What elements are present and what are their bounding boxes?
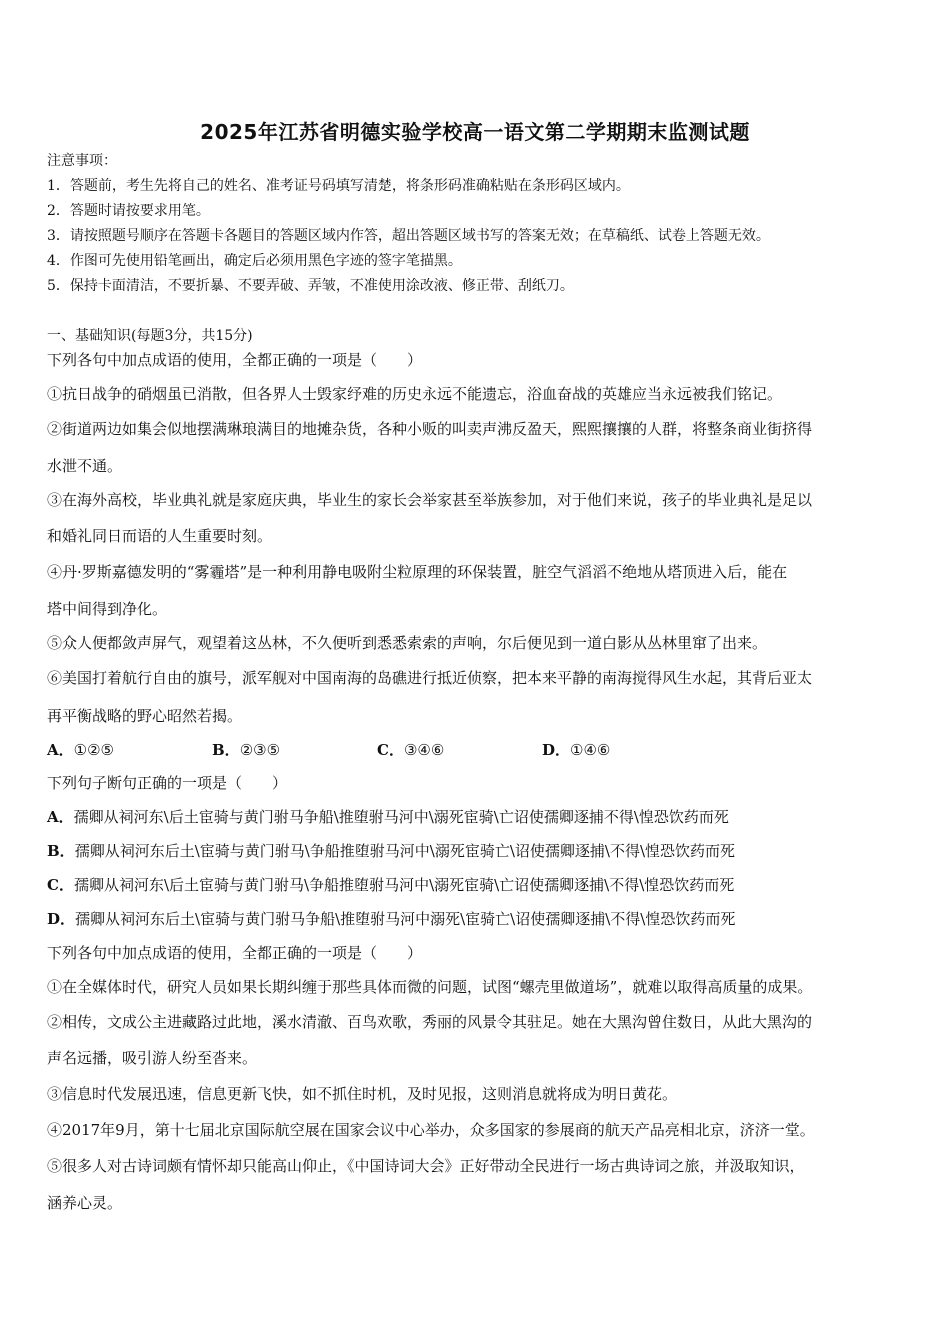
notice-item: 3．请按照题号顺序在答题卡各题目的答题区域内作答，超出答题区域书写的答案无效；在草稿纸、试卷上答题无效。: [47, 228, 770, 244]
question-line: 塔中间得到净化。: [47, 600, 168, 618]
option-letter: B．: [212, 741, 240, 759]
option-letter: C．: [47, 876, 74, 894]
section-heading: 一、基础知识(每题3分，共15分): [47, 328, 253, 344]
question-line: ①在全媒体时代，研究人员如果长期纠缠于那些具体而微的问题，试图“螺壳里做道场”，就难以取得高质量的成果。: [47, 978, 813, 996]
option-letter: A．: [47, 741, 74, 759]
answer-options: [47, 740, 747, 760]
question-line: ①抗日战争的硝烟虽已消散，但各界人士毁家纾难的历史永远不能遗忘，浴血奋战的英雄应当永远被我们铭记。: [47, 385, 783, 403]
option-letter: D．: [542, 741, 571, 759]
question-line: 水泄不通。: [47, 457, 123, 475]
question-line: ④2017年9月，第十七届北京国际航空展在国家会议中心举办，众多国家的参展商的航天产品亮相北京，济济一堂。: [47, 1121, 815, 1139]
option-b: [47, 841, 735, 861]
question-line: ⑤众人便都敛声屏气，观望着这丛林，不久便听到悉悉索索的声响，尔后便见到一道白影从丛林里窜了出来。: [47, 634, 768, 652]
option-text: ③④⑥: [403, 741, 445, 759]
option-text: 孺卿从祠河东\后土宦骑与黄门驸马\争船推堕驸马河中\溺死宦骑\亡诏使孺卿逐捕\不得\惶恐饮药而死: [73, 876, 735, 894]
option-a: [47, 807, 729, 827]
notice-item: 2．答题时请按要求用笔。: [47, 203, 210, 219]
question-stem: 下列各句中加点成语的使用，全都正确的一项是（ ）: [47, 944, 423, 962]
question-stem: 下列各句中加点成语的使用，全都正确的一项是（ ）: [47, 351, 423, 369]
option-letter: A．: [47, 808, 74, 826]
option-text: ②③⑤: [239, 741, 281, 759]
notice-item: 4．作图可先使用铅笔画出，确定后必须用黑色字迹的签字笔描黑。: [47, 253, 462, 269]
question-line: 涵养心灵。: [47, 1194, 123, 1212]
option-d: [542, 740, 610, 760]
question-line: 和婚礼同日而语的人生重要时刻。: [47, 527, 273, 545]
question-line: ②相传，文成公主进藏路过此地，溪水清澈、百鸟欢歌，秀丽的风景令其驻足。她在大黑沟曾住数日，从此大黑沟的: [47, 1013, 813, 1031]
question-line: 再平衡战略的野心昭然若揭。: [47, 707, 243, 725]
option-letter: D．: [47, 910, 76, 928]
notice-item: 1．答题前，考生先将自己的姓名、准考证号码填写清楚，将条形码准确粘贴在条形码区域内。: [47, 178, 630, 194]
question-line: ②街道两边如集会似地摆满琳琅满目的地摊杂货，各种小贩的叫卖声沸反盈天，熙熙攘攘的人群，将整条商业街挤得: [47, 420, 813, 438]
option-text: 孺卿从祠河东\后土宦骑与黄门驸马争船\推堕驸马河中\溺死宦骑\亡诏使孺卿逐捕不得\惶恐饮药而死: [73, 808, 729, 826]
option-text: ①②⑤: [73, 741, 114, 759]
option-d: [47, 909, 735, 929]
option-c: [47, 875, 734, 895]
option-text: 孺卿从祠河东后土\宦骑与黄门驸马争船\推堕驸马河中溺死\宦骑亡\诏使孺卿逐捕\不得\惶恐饮药而死: [75, 910, 736, 928]
question-line: ④丹·罗斯嘉德发明的“雾霾塔”是一种利用静电吸附尘粒原理的环保装置，脏空气滔滔不绝地从塔顶进入后，能在: [47, 563, 788, 581]
notice-item: 5．保持卡面清洁，不要折暴、不要弄破、弄皱，不准使用涂改液、修正带、刮纸刀。: [47, 278, 574, 294]
question-stem: 下列句子断句正确的一项是（ ）: [47, 774, 288, 792]
option-text: 孺卿从祠河东后土\宦骑与黄门驸马\争船推堕驸马河中\溺死宦骑亡\诏使孺卿逐捕\不得\惶恐饮药而死: [74, 842, 736, 860]
question-line: 声名远播，吸引游人纷至沓来。: [47, 1049, 258, 1067]
question-line: ⑤很多人对古诗词颇有情怀却只能高山仰止，《中国诗词大会》正好带动全民进行一场古典诗词之旅，并汲取知识，: [47, 1157, 805, 1175]
notice-heading: 注意事项：: [47, 153, 117, 169]
page-title: 2025年江苏省明德实验学校高一语文第二学期期末监测试题: [200, 120, 750, 144]
option-b: [212, 740, 280, 760]
option-letter: C．: [377, 741, 404, 759]
option-text: ①④⑥: [570, 741, 611, 759]
option-a: [47, 740, 114, 760]
option-letter: B．: [47, 842, 75, 860]
question-line: ⑥美国打着航行自由的旗号，派军舰对中国南海的岛礁进行抵近侦察，把本来平静的南海搅得风生水起，其背后亚太: [47, 669, 813, 687]
question-line: ③信息时代发展迅速，信息更新飞快，如不抓住时机，及时见报，这则消息就将成为明日黄花。: [47, 1085, 678, 1103]
question-line: ③在海外高校，毕业典礼就是家庭庆典，毕业生的家长会举家甚至举族参加，对于他们来说，孩子的毕业典礼是足以: [47, 491, 813, 509]
option-c: [377, 740, 444, 760]
